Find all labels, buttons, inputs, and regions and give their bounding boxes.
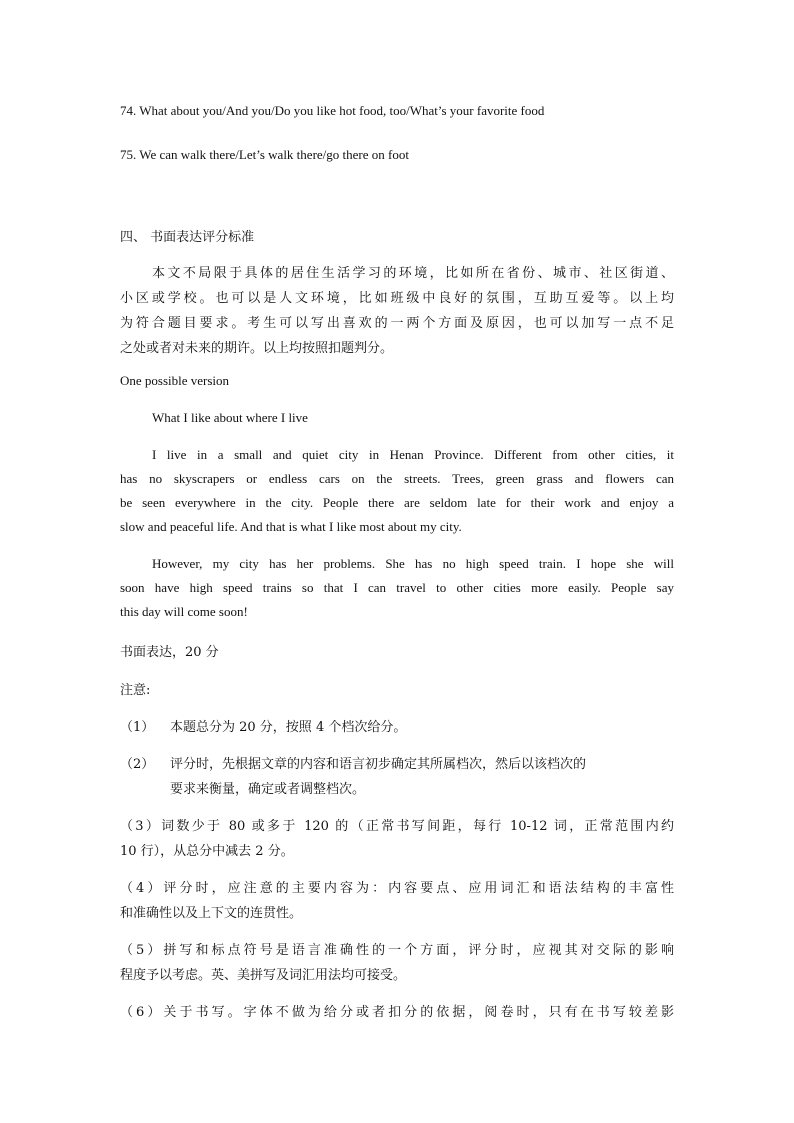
rule-1-number: （1） [120,720,155,735]
essay-title: What I like about where I live [152,410,308,425]
note-label: 注意: [120,683,151,698]
section-heading: 四、 书面表达评分标准 [120,230,255,245]
rule-2-text: 要求来衡量，确定或者调整档次。 [170,782,366,797]
answer-74: 74. What about you/And you/Do you like hot food, too/What’s your favorite food [120,103,545,118]
rule-3-text: 10 行），从总分中减去 2 分。 [120,844,294,859]
answer-75: 75. We can walk there/Let’s walk there/go there on foot [120,147,409,162]
rule-5-text: 程度予以考虑。英、美拼写及词汇用法均可接受。 [120,968,407,983]
essay-line: has no skyscrapers or endless cars on the streets. Trees, green grass and flowers can [120,471,674,486]
rule-3-text: （3）词数少于 80 或多于 120 的（正常书写间距，每行 10-12 词，正常范围内约 [120,819,674,834]
intro-line: 为符合题目要求。考生可以写出喜欢的一两个方面及原因，也可以加写一点不足 [120,316,674,331]
rule-1-text: 本题总分为 20 分，按照 4 个档次给分。 [170,720,407,735]
rule-5-text: （5）拼写和标点符号是语言准确性的一个方面，评分时，应视其对交际的影响 [120,943,674,958]
rule-2-text: 评分时，先根据文章的内容和语言初步确定其所属档次，然后以该档次的 [170,757,587,772]
intro-line: 小区或学校。也可以是人文环境，比如班级中良好的氛围，互助互爱等。以上均 [120,291,674,306]
rule-2-number: （2） [120,757,155,772]
rule-4-text: 和准确性以及上下文的连贯性。 [120,906,303,921]
essay-line: slow and peaceful life. And that is what I like most about my city. [120,519,462,534]
intro-line: 本文不局限于具体的居住生活学习的环境，比如所在省份、城市、社区街道、 [152,266,674,281]
scoring-heading: 书面表达，20 分 [120,645,219,660]
essay-line: I live in a small and quiet city in Henan Province. Different from other cities, it [152,447,674,462]
rule-4-text: （4）评分时，应注意的主要内容为：内容要点、应用词汇和语法结构的丰富性 [120,881,674,896]
version-label: One possible version [120,373,230,388]
essay-line: However, my city has her problems. She has no high speed train. I hope she will [152,556,674,571]
essay-line: this day will come soon! [120,604,248,619]
intro-line: 之处或者对未来的期许。以上均按照扣题判分。 [120,341,394,356]
essay-line: be seen everywhere in the city. People there are seldom late for their work and enjoy a [120,495,674,510]
essay-line: soon have high speed trains so that I can travel to other cities more easily. People say [120,580,674,595]
rule-6-text: （6）关于书写。字体不做为给分或者扣分的依据，阅卷时，只有在书写较差影 [120,1005,674,1020]
